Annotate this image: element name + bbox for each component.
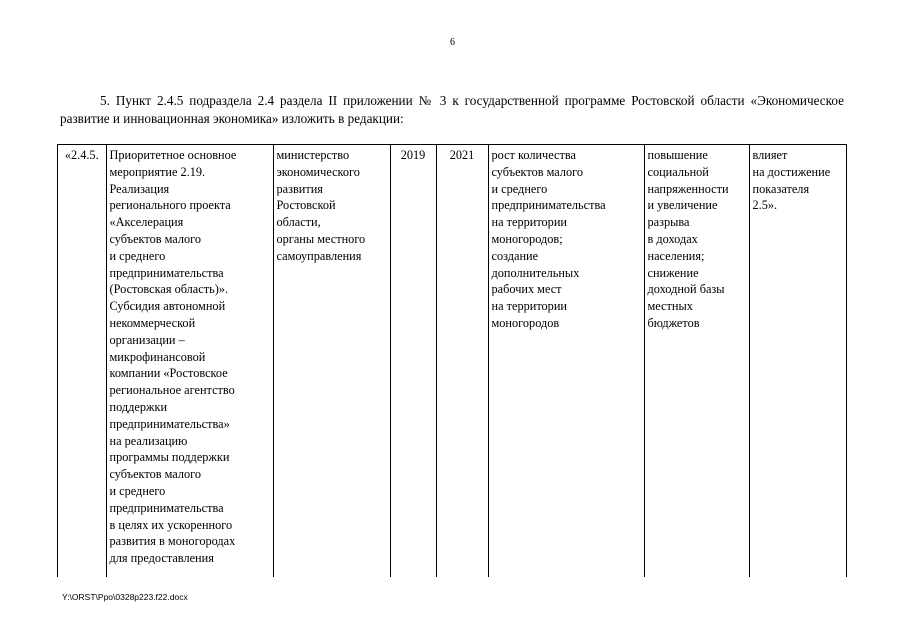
program-table xyxy=(58,145,847,577)
cell-indicator-relation: влияет на достижение показателя 2.5». xyxy=(749,145,847,577)
page-number: 6 xyxy=(450,37,455,48)
file-path-footer: Y:\ORST\Ppo\0328p223.f22.docx xyxy=(62,592,188,602)
cell-start-year: 2019 xyxy=(390,145,436,577)
cell-item-number: «2.4.5. xyxy=(64,148,99,162)
program-table-container xyxy=(57,144,847,577)
cell-end-year: 2021 xyxy=(436,145,488,577)
amendment-paragraph: 5. Пункт 2.4.5 подраздела 2.4 раздела II приложении № 3 к государственной программе Ростовской области «Экономическое развитие и инновационная экономика» изложить в редакции: xyxy=(60,93,844,126)
table-row xyxy=(58,145,847,577)
cell-consequences: повышение социальной напряженности и увеличение разрыва в доходах населения; снижение доходной базы местных бюджетов xyxy=(644,145,749,577)
cell-activity-name: Приоритетное основное мероприятие 2.19. Реализация регионального проекта «Акселерация субъектов малого и среднего предпринимательства (Ростовская область)». Субсидия автономной некоммерческой организации – микрофинансовой компании «Ростовское региональное агентство поддержки предпринимательства» на реализацию программы поддержки субъектов малого и среднего предпринимательства в целях их ускоренного развития в моногородах для предоставления xyxy=(106,145,273,577)
cell-expected-result: рост количества субъектов малого и среднего предпринимательства на территории моногородов; создание дополнительных рабочих мест на территории моногородов xyxy=(488,145,644,577)
cell-executor: министерство экономического развития Ростовской области, органы местного самоуправления xyxy=(273,145,390,577)
